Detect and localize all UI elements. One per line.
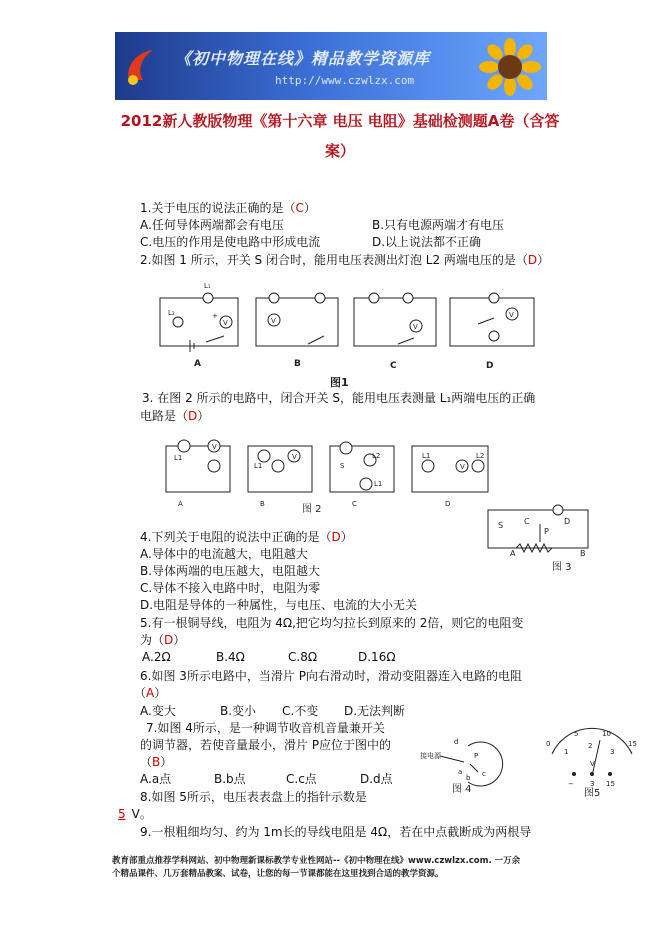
q8-line1: 8.如图 5所示，电压表表盘上的指针示数是 [140, 790, 367, 804]
banner-title: 《初中物理在线》精品教学资源库 [175, 49, 431, 68]
q4-option-b: B.导体两端的电压越大，电阻越大 [140, 564, 321, 578]
svg-text:图5: 图5 [584, 788, 601, 798]
svg-text:C: C [352, 500, 357, 508]
svg-text:V: V [413, 323, 418, 331]
q6-answer: A [146, 686, 155, 700]
svg-text:L2: L2 [372, 452, 381, 460]
svg-text:C: C [524, 517, 530, 526]
q6-option-b: B.变小 [220, 704, 257, 718]
svg-text:V: V [460, 463, 465, 471]
q4-stem: 4.下列关于电阻的说法中正确的是（D） [140, 530, 353, 544]
q7-option-a: A.a点 [140, 772, 172, 786]
q1-option-b: B.只有电源两端才有电压 [372, 218, 505, 232]
sunflower-icon [479, 38, 541, 96]
svg-text:V: V [223, 319, 228, 327]
svg-text:P: P [544, 527, 549, 536]
svg-text:V: V [292, 453, 297, 461]
svg-text:L₁: L₁ [204, 282, 211, 290]
q6-line1: 6.如图 3所示电路中，当滑片 P向右滑动时，滑动变阻器连入电路的电阻 [140, 669, 522, 683]
svg-text:图 2: 图 2 [302, 504, 322, 515]
q6-option-c: C.不变 [282, 704, 319, 718]
q5-line1: 5.有一根铜导线，电阻为 4Ω,把它均匀拉长到原来的 2倍，则它的电阻变 [140, 616, 524, 630]
q1-option-c: C.电压的作用是使电路中形成电流 [140, 235, 321, 249]
q6-option-d: D.无法判断 [344, 704, 406, 718]
q6-line2: （A） [134, 686, 167, 700]
q8-line2: 5 V。 [112, 806, 152, 823]
svg-text:L1: L1 [374, 480, 383, 488]
svg-text:d: d [454, 738, 459, 746]
svg-text:3: 3 [590, 780, 595, 788]
q3-line2: 电路是（D） [140, 409, 210, 423]
svg-text:0: 0 [546, 740, 551, 748]
q1-answer: C [295, 201, 304, 215]
site-logo-icon [123, 46, 157, 86]
q2-stem: 2.如图 1 所示，开关 S 闭合时，能用电压表测出灯泡 L2 两端电压的是（D） [140, 253, 550, 267]
q2-answer: D [527, 253, 538, 267]
svg-text:a: a [458, 768, 463, 776]
page-title: 2012新人教版物理《第十六章 电压 电阻》基础检测题A卷（含答案） [120, 112, 560, 160]
svg-text:V: V [509, 311, 514, 319]
svg-text:c: c [482, 770, 486, 778]
svg-text:V: V [590, 760, 595, 768]
svg-text:A: A [510, 549, 516, 558]
svg-text:D: D [445, 500, 451, 508]
figure-5 [540, 726, 640, 798]
svg-text:B: B [294, 359, 301, 369]
svg-text:2: 2 [588, 742, 593, 750]
svg-text:B: B [260, 500, 265, 508]
svg-text:A: A [178, 500, 183, 508]
svg-text:−: − [568, 780, 574, 788]
q7-line3: （B） [140, 755, 173, 769]
q8-answer: 5 [118, 807, 126, 821]
q4-option-a: A.导体中的电流越大，电阻越大 [140, 547, 308, 561]
figure-4 [418, 728, 520, 796]
q5-option-b: B.4Ω [216, 650, 245, 664]
q7-line1: 7.如图 4所示，是一种调节收音机音量兼开关 [146, 721, 385, 735]
q4-option-d: D.电阻是导体的一种属性，与电压、电流的大小无关 [140, 598, 418, 612]
q7-option-c: C.c点 [286, 772, 317, 786]
svg-text:L1: L1 [422, 452, 431, 460]
q9-stem: 9.一根粗细均匀、约为 1m长的导线电阻是 4Ω，若在中点截断成为两根导 [140, 825, 532, 839]
footer-notice: 教育部重点推荐学科网站、初中物理新课标教学专业性网站--《初中物理在线》www.czwlzx.com. 一万余 个精品课件、几万套精品教案、试卷，让您的每一节课都能在这里找到合适的教学资源。 [112, 856, 521, 879]
q1-stem: 1.关于电压的说法正确的是（C） [140, 201, 316, 215]
q5-option-a: A.2Ω [142, 650, 171, 664]
svg-text:A: A [194, 359, 201, 369]
svg-text:D: D [486, 361, 494, 371]
q4-option-c: C.导体不接入电路中时，电阻为零 [140, 581, 321, 595]
header-banner [115, 32, 547, 100]
q1-option-d: D.以上说法都不正确 [372, 235, 482, 249]
q3-answer: D [188, 409, 198, 423]
svg-text:L1: L1 [174, 454, 183, 462]
svg-text:1: 1 [564, 748, 569, 756]
svg-text:15: 15 [628, 740, 637, 748]
svg-text:V: V [271, 317, 276, 325]
svg-text:3: 3 [610, 748, 615, 756]
svg-text:10: 10 [602, 730, 611, 738]
figure-1 [148, 278, 548, 390]
svg-text:接电源: 接电源 [420, 752, 441, 760]
svg-text:+: + [212, 312, 218, 320]
svg-text:B: B [580, 549, 586, 558]
figure-2 [160, 436, 500, 516]
svg-text:V: V [212, 443, 217, 451]
q7-answer: B [152, 755, 161, 769]
svg-text:15: 15 [606, 780, 615, 788]
svg-text:图 4: 图 4 [452, 784, 472, 795]
banner-url[interactable]: http://www.czwlzx.com [275, 74, 415, 87]
svg-text:D: D [564, 517, 571, 526]
svg-text:图1: 图1 [330, 376, 349, 389]
q1-option-a: A.任何导体两端都会有电压 [140, 218, 284, 232]
svg-text:L1: L1 [254, 462, 263, 470]
svg-text:b: b [466, 774, 471, 782]
svg-text:S: S [340, 462, 345, 470]
svg-text:图 3: 图 3 [552, 562, 572, 572]
q5-answer: D [164, 633, 174, 647]
svg-text:P: P [474, 752, 479, 760]
q4-answer: D [331, 530, 341, 544]
svg-text:S: S [498, 521, 504, 530]
q5-option-c: C.8Ω [288, 650, 317, 664]
svg-text:L₂: L₂ [168, 309, 175, 317]
svg-text:C: C [390, 361, 397, 371]
q6-option-a: A.变大 [140, 704, 176, 718]
svg-text:L2: L2 [476, 452, 485, 460]
figure-3 [480, 500, 598, 572]
q7-line2: 的调节器，若使音量最小，滑片 P应位于图中的 [140, 738, 392, 752]
q3-line1: 3. 在图 2 所示的电路中，闭合开关 S，能用电压表测量 L₁两端电压的正确 [142, 391, 536, 405]
svg-text:5: 5 [574, 730, 579, 738]
q5-line2: 为（D） [140, 633, 186, 647]
q5-option-d: D.16Ω [358, 650, 396, 664]
q7-option-b: B.b点 [214, 772, 246, 786]
q7-option-d: D.d点 [360, 772, 393, 786]
